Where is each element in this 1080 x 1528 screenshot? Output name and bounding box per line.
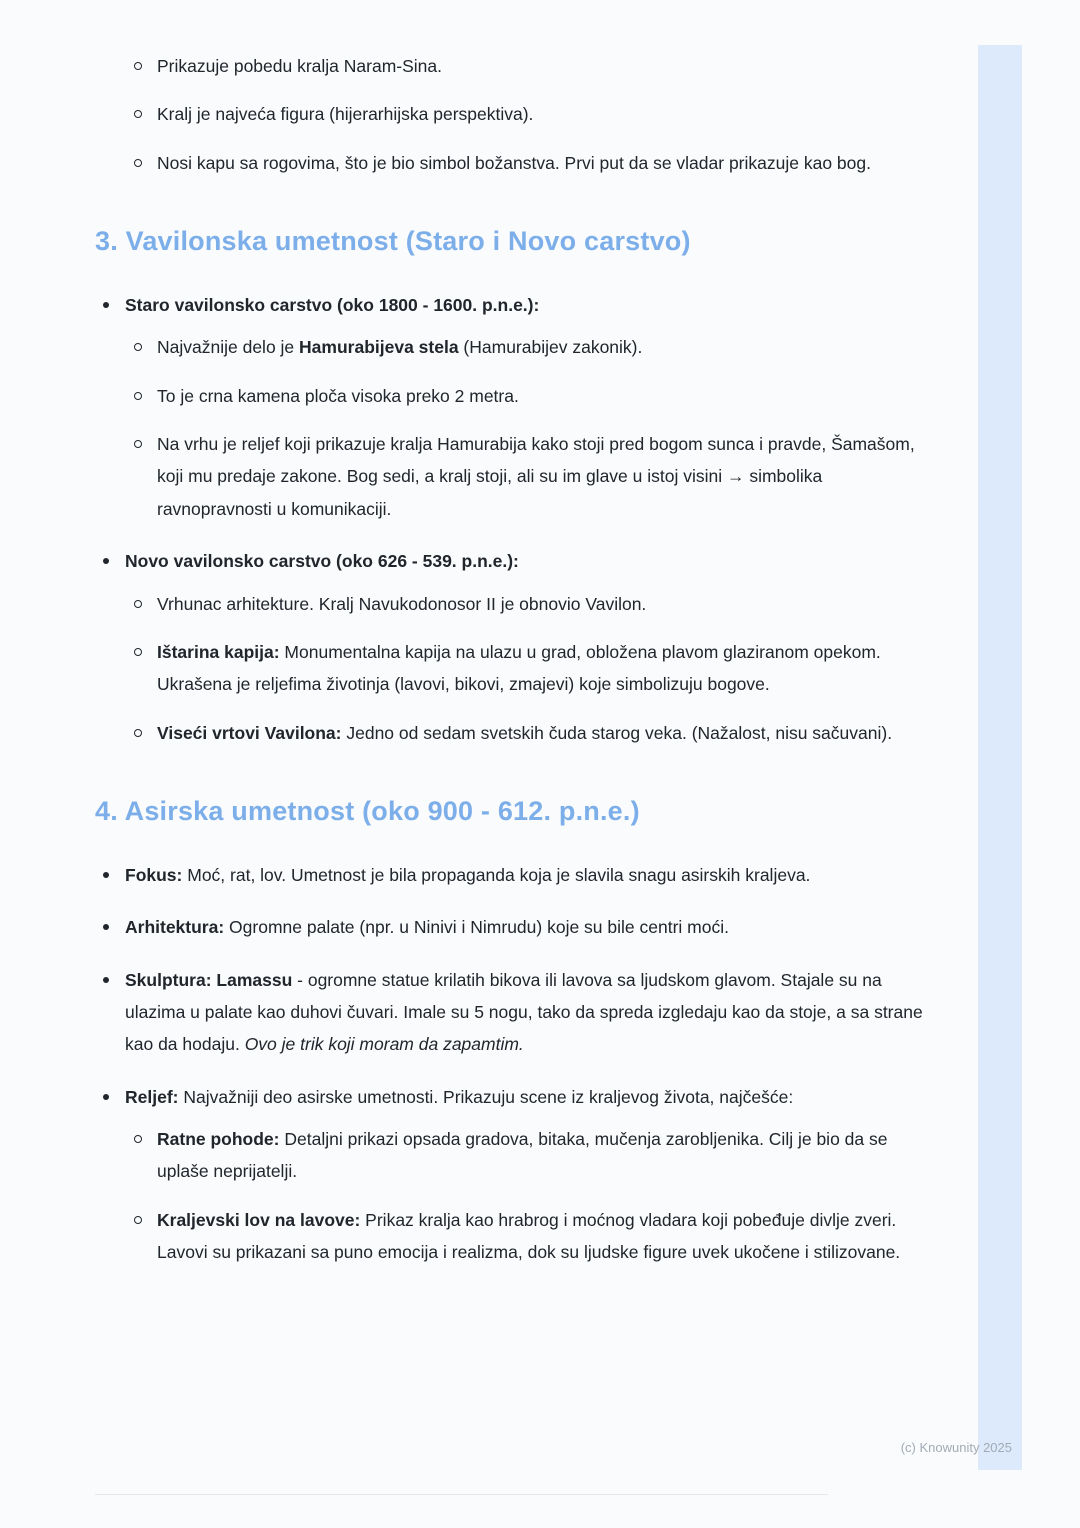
text-run: Ištarina kapija:: [157, 641, 280, 662]
text-run: Ogromne palate (npr. u Ninivi i Nimrudu) koje su bile centri moći.: [224, 917, 729, 938]
list-item: [127, 588, 930, 620]
text-run: Hamurabijeva stela: [299, 337, 459, 358]
list-item: [95, 911, 930, 943]
text-run: Kraljevski lov na lavove:: [157, 1209, 361, 1230]
text-run: Najvažnije delo je: [157, 337, 300, 358]
text-run: To je crna kamena ploča visoka preko 2 metra.: [157, 385, 519, 406]
list-item: [127, 50, 930, 82]
text-run: Skulptura: Lamassu: [125, 969, 293, 990]
list-item: [127, 1204, 930, 1269]
text-run: Ovo je trik koji moram da zapamtim.: [244, 1034, 524, 1055]
copyright-note: (c) Knowunity 2025: [900, 1440, 1012, 1455]
sub-list: [127, 331, 930, 525]
text-run: Ratne pohode:: [157, 1129, 280, 1149]
sub-list: [127, 1123, 930, 1269]
text-run: Prikazuje pobedu kralja Naram-Sina.: [157, 56, 442, 76]
bottom-divider: [95, 1494, 828, 1495]
list-item: [95, 1081, 930, 1269]
text-run: Fokus:: [125, 864, 183, 885]
list-item: [127, 98, 930, 130]
text-run: Reljef:: [125, 1086, 179, 1107]
text-run: Prikaz kralja kao hrabrog i moćnog vladara koji pobeđuje divlje zveri. Lavovi su prikazani sa puno emocija i realizma, dok su ljudske figure uvek ukočene i stilizovane.: [157, 1209, 901, 1263]
sub-list: [127, 50, 930, 179]
list-item: [127, 1123, 930, 1188]
list-item: [127, 636, 930, 701]
text-run: Na vrhu je reljef koji prikazuje kralja Hamurabija kako stoji pred bogom sunca i pravde, Šamašom, koji mu predaje zakone. Bog sedi, a kralj stoji, ali su im glave u istoj visini → simbolika ravnopravnosti u komunikaciji.: [157, 434, 915, 519]
text-run: Kralj je najveća figura (hijerarhijska perspektiva).: [157, 104, 534, 125]
list-item: [95, 289, 930, 525]
text-run: Najvažniji deo asirske umetnosti. Prikazuju scene iz kraljevog života, najčešće:: [178, 1086, 794, 1107]
text-run: Staro vavilonsko carstvo (oko 1800 - 1600. p.n.e.):: [125, 294, 540, 315]
list-item: [127, 717, 930, 749]
text-run: - ogromne statue krilatih bikova ili lavova sa ljudskom glavom. Stajale su na ulazima u palate kao duhovi čuvari. Imale su 5 nogu, tako da spreda izgledaju kao da stoje, a sa strane kao da hodaju.: [125, 969, 923, 1055]
list-item: [127, 380, 930, 412]
text-run: Detaljni prikazi opsada gradova, bitaka, mučenja zarobljenika. Cilj je bio da se uplaše neprijatelji.: [157, 1129, 888, 1182]
list-item: [95, 964, 930, 1061]
section-heading: 3. Vavilonska umetnost (Staro i Novo carstvo): [95, 226, 691, 257]
bullet-list: [95, 289, 930, 749]
bullet-list: [95, 859, 930, 1269]
list-item: [127, 428, 930, 525]
list-item: [95, 859, 930, 891]
text-run: Viseći vrtovi Vavilona:: [157, 722, 342, 743]
text-run: Novo vavilonsko carstvo (oko 626 - 539. p.n.e.):: [125, 551, 519, 572]
text-run: Vrhunac arhitekture. Kralj Navukodonosor II je obnovio Vavilon.: [157, 593, 647, 614]
text-run: Jedno od sedam svetskih čuda starog veka. (Nažalost, nisu sačuvani).: [341, 722, 893, 743]
section-heading: 4. Asirska umetnost (oko 900 - 612. p.n.e.): [95, 796, 640, 826]
text-run: Arhitektura:: [125, 917, 225, 938]
text-run: Monumentalna kapija na ulazu u grad, obložena plavom glaziranom opekom. Ukrašena je reljefima životinja (lavovi, bikovi, zmajevi) koje simbolizuju bogove.: [157, 641, 881, 695]
right-accent-bar: [978, 45, 1022, 1470]
text-run: Nosi kapu sa rogovima, što je bio simbol božanstva. Prvi put da se vladar prikazuje kao bog.: [157, 152, 871, 173]
text-run: (Hamurabijev zakonik).: [458, 337, 643, 358]
list-item: [95, 545, 930, 749]
list-item: [127, 331, 930, 363]
sub-list: [127, 588, 930, 750]
text-run: Moć, rat, lov. Umetnost je bila propaganda koja je slavila snagu asirskih kraljeva.: [182, 864, 811, 885]
list-item: [127, 147, 930, 179]
